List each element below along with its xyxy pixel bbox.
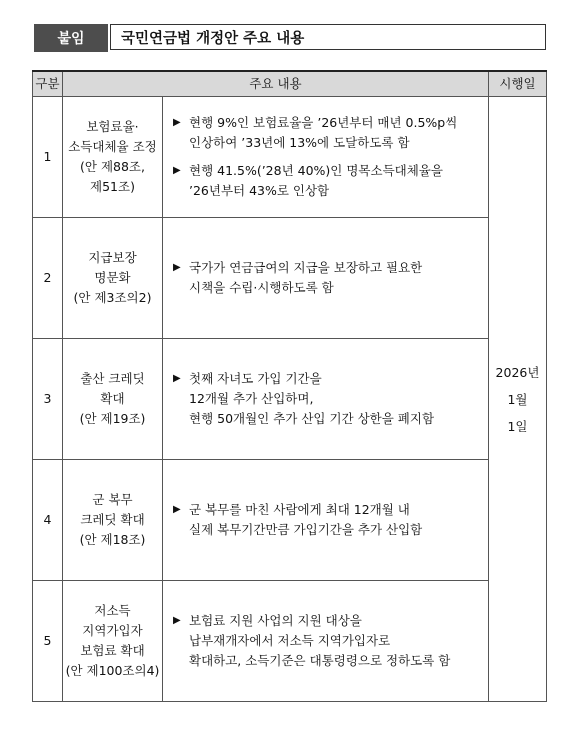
document-title: 국민연금법 개정안 주요 내용 [110,24,546,50]
bullet-line: 현행 50개월인 추가 산입 기간 상한을 폐지함 [189,411,435,426]
category-line: (안 제88조, [80,159,145,174]
content-bullet [173,500,482,540]
category-line: 군 복무 [92,492,133,507]
row-number: 4 [33,460,63,581]
row-category [63,218,163,339]
category-line: (안 제18조) [79,532,146,547]
row-content [163,460,489,581]
table-row [33,581,547,702]
document-header [34,24,546,52]
content-bullet [173,113,482,153]
bullet-triangle-icon: ▶ [173,615,181,626]
category-line: (안 제100조의4) [65,663,160,678]
table-row [33,460,547,581]
column-header-category-no: 구분 [33,71,63,97]
category-line: 크레딧 확대 [80,512,145,527]
bullet-triangle-icon: ▶ [173,504,181,515]
table-row [33,218,547,339]
category-line: 출산 크레딧 [80,371,145,386]
table-header-row [33,71,547,97]
category-line: (안 제3조의2) [73,290,152,305]
attachment-tag: 붙임 [34,24,108,52]
row-content [163,218,489,339]
row-content [163,97,489,218]
amendment-table [32,70,547,702]
category-line: 명문화 [94,270,131,285]
bullet-line: 실제 복무기간만큼 가입기간을 추가 산입함 [189,522,423,537]
bullet-line: 확대하고, 소득기준은 대통령령으로 정하도록 함 [189,653,451,668]
category-line: 보험료율· [86,119,139,134]
table-row [33,97,547,218]
bullet-line: 현행 41.5%(’28년 40%)인 명목소득대체율을 [189,163,443,178]
effective-date-year: 2026년 [495,364,540,380]
content-bullet [173,369,482,429]
category-line: 저소득 [94,603,131,618]
bullet-line: 군 복무를 마친 사람에게 최대 12개월 내 [189,502,410,517]
row-number: 1 [33,97,63,218]
bullet-line: 시책을 수립·시행하도록 함 [189,280,334,295]
content-bullet [173,161,482,201]
row-content [163,581,489,702]
row-category [63,460,163,581]
category-line: 제51조) [90,179,135,194]
effective-date-day: 1일 [507,418,528,434]
row-category [63,339,163,460]
bullet-line: 12개월 추가 산입하며, [189,391,314,406]
category-line: 소득대체율 조정 [68,139,157,154]
bullet-line: 첫째 자녀도 가입 기간을 [189,371,322,386]
table-row [33,339,547,460]
bullet-line: 보험료 지원 사업의 지원 대상을 [189,613,362,628]
row-number: 3 [33,339,63,460]
row-number: 5 [33,581,63,702]
column-header-effective-date: 시행일 [489,71,547,97]
column-header-main-content: 주요 내용 [63,71,489,97]
bullet-line: 납부재개자에서 저소득 지역가입자로 [189,633,391,648]
row-content [163,339,489,460]
row-category [63,97,163,218]
bullet-line: 국가가 연금급여의 지급을 보장하고 필요한 [189,260,423,275]
bullet-line: ’26년부터 43%로 인상함 [189,183,330,198]
category-line: 지급보장 [88,250,137,265]
category-line: 확대 [100,391,125,406]
bullet-line: 인상하여 ’33년에 13%에 도달하도록 함 [189,135,410,150]
content-bullet [173,258,482,298]
content-bullet [173,611,482,671]
bullet-triangle-icon: ▶ [173,262,181,273]
bullet-triangle-icon: ▶ [173,117,181,128]
effective-date [489,97,547,702]
bullet-triangle-icon: ▶ [173,373,181,384]
bullet-triangle-icon: ▶ [173,165,181,176]
category-line: 지역가입자 [82,623,143,638]
row-number: 2 [33,218,63,339]
bullet-line: 현행 9%인 보험료율을 ’26년부터 매년 0.5%p씩 [189,115,458,130]
category-line: (안 제19조) [79,411,146,426]
category-line: 보험료 확대 [80,643,145,658]
effective-date-month: 1월 [507,391,528,407]
row-category [63,581,163,702]
